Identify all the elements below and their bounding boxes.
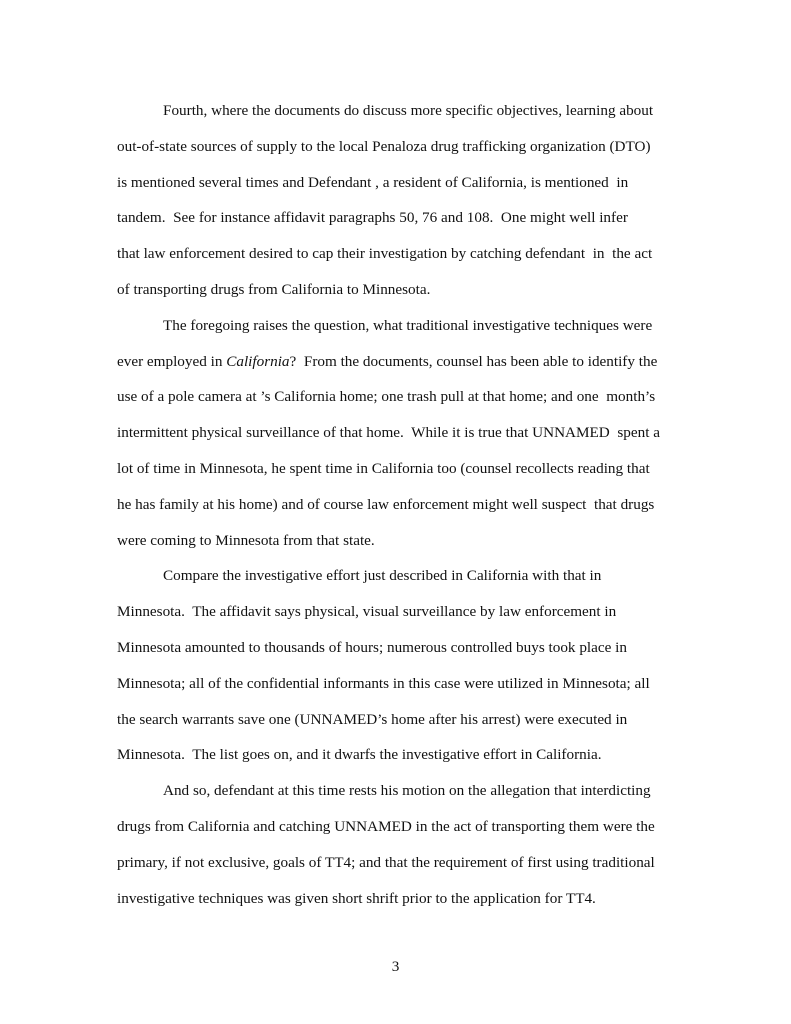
text-segment: ? From the documents, counsel has been able to identify the [289, 352, 658, 370]
text-line: And so, defendant at this time rests his motion on the allegation that interdicting [163, 782, 651, 800]
text-line: drugs from California and catching UNNAMED in the act of transporting them were the [117, 817, 655, 835]
text-line: Minnesota. The affidavit says physical, visual surveillance by law enforcement in [117, 603, 617, 621]
italic-text: California [226, 352, 290, 370]
text-line: Compare the investigative effort just described in California with that in [163, 567, 602, 585]
text-segment: ever employed in [117, 352, 227, 370]
text-line: investigative techniques was given short shrift prior to the application for TT4. [117, 889, 596, 907]
text-line [117, 344, 673, 380]
paragraph [117, 773, 673, 916]
page-number: 3 [391, 958, 400, 975]
text-line: of transporting drugs from California to Minnesota. [117, 280, 431, 298]
document-body [117, 93, 673, 916]
text-line: he has family at his home) and of course law enforcement might well suspect that drugs [117, 495, 655, 513]
text-line: Minnesota. The list goes on, and it dwarfs the investigative effort in California. [117, 746, 602, 764]
text-line: the search warrants save one (UNNAMED’s home after his arrest) were executed in [117, 710, 628, 728]
text-line: tandem. See for instance affidavit paragraphs 50, 76 and 108. One might well infer [117, 209, 628, 227]
text-line: Minnesota amounted to thousands of hours; numerous controlled buys took place in [117, 638, 627, 656]
text-line: that law enforcement desired to cap their investigation by catching defendant in the act [117, 245, 653, 263]
paragraph [117, 558, 673, 773]
text-line: primary, if not exclusive, goals of TT4; and that the requirement of first using traditional [117, 853, 655, 871]
text-line: is mentioned several times and Defendant , a resident of California, is mentioned in [117, 173, 629, 191]
paragraph [117, 93, 673, 308]
text-line: intermittent physical surveillance of that home. While it is true that UNNAMED spent a [117, 424, 660, 442]
text-line: were coming to Minnesota from that state. [117, 531, 375, 549]
text-line: Minnesota; all of the confidential informants in this case were utilized in Minnesota; all [117, 674, 650, 692]
text-line: lot of time in Minnesota, he spent time in California too (counsel recollects reading that [117, 459, 650, 477]
text-line: out-of-state sources of supply to the local Penaloza drug trafficking organization (DTO) [117, 137, 651, 155]
text-line: use of a pole camera at ’s California home; one trash pull at that home; and one month’s [117, 388, 656, 406]
text-line: The foregoing raises the question, what traditional investigative techniques were [163, 316, 653, 334]
text-line: Fourth, where the documents do discuss more specific objectives, learning about [163, 102, 654, 119]
paragraph [117, 308, 673, 559]
